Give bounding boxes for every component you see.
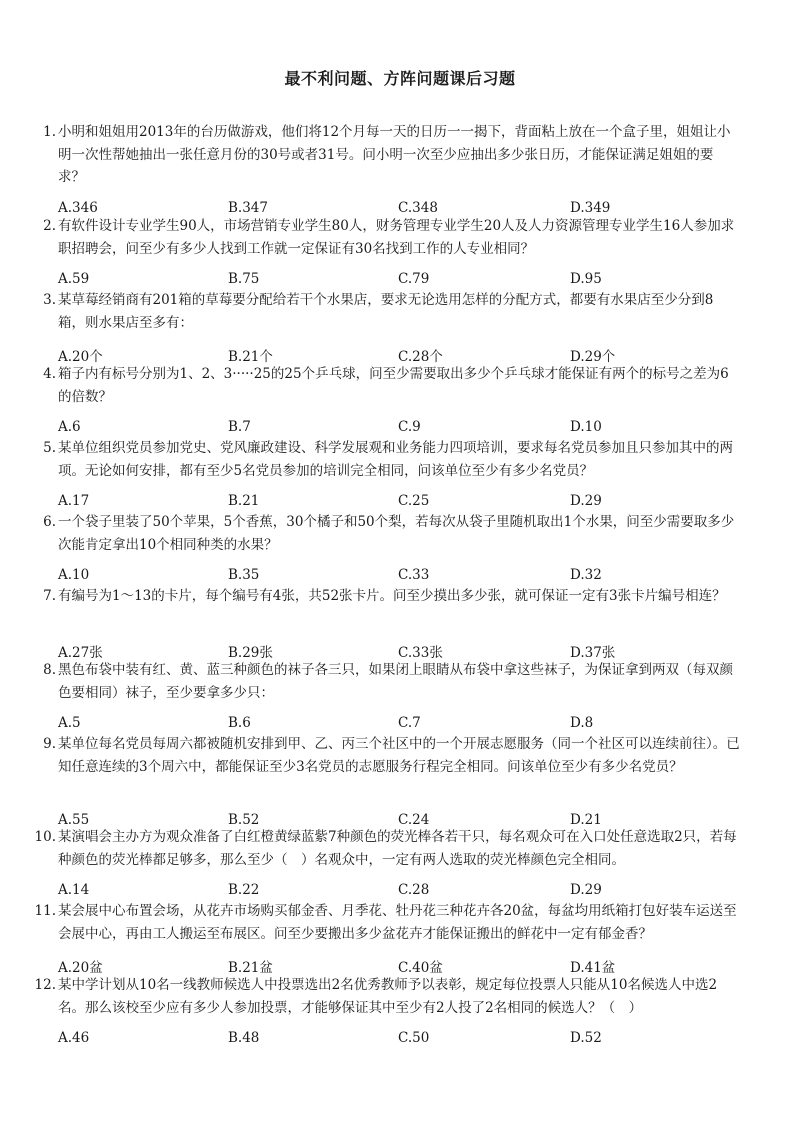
question-text: 某中学计划从10名一线教师候选人中投票选出2名优秀教师予以表彰，规定每位投票人只能从10名候选人中选2名。那么该校至少应有多少人参加投票，才能够保证其中至少有2人投了2名相同的候选人？（ ） [58,977,718,1016]
answer-option-b: B.35 [228,567,260,583]
question-number: 12. [34,977,56,993]
answer-option-c: C.28个 [398,349,443,365]
answer-option-a: A.346 [58,199,98,216]
question-number: 2. [43,218,56,234]
answer-option-b: B.21个 [228,349,273,365]
answer-option-d: D.32 [570,567,602,583]
question-text: 一个袋子里装了50个苹果，5个香蕉，30个橘子和50个梨，若每次从袋子里随机取出1个水果，问至少需要取多少次能肯定拿出10个相同种类的水果？ [58,514,735,553]
question-number: 10. [34,829,56,845]
question-text: 有编号为1～13的卡片，每个编号有4张，共52张卡片。问至少摸出多少张，就可保证一定有3张卡片编号相连？ [58,588,726,604]
question-number: 11. [34,903,56,919]
answer-option-a: A.20盆 [58,960,103,976]
answer-option-b: B.75 [228,271,260,287]
answer-option-a: A.27张 [58,645,103,661]
answer-option-c: C.50 [398,1030,430,1046]
answer-option-b: B.6 [228,715,251,731]
answer-option-d: D.10 [570,419,602,435]
answer-option-d: D.41盆 [570,960,616,976]
question-number: 5. [43,440,56,456]
question-number: 1. [43,124,56,140]
answer-option-d: D.21 [570,811,602,828]
answer-option-d: D.37张 [570,645,616,661]
answer-option-c: C.33张 [398,645,443,661]
page-title: 最不利问题、方阵问题课后习题 [284,69,516,88]
answer-option-a: A.55 [58,811,90,828]
answer-option-a: A.10 [58,567,90,583]
answer-option-c: C.25 [398,493,430,509]
answer-option-d: D.349 [570,199,611,216]
question-text: 某单位组织党员参加党史、党风廉政建设、科学发展观和业务能力四项培训，要求每名党员参加且只参加其中的两项。无论如何安排，都有至少5名党员参加的培训完全相同，问该单位至少有多少名党员？ [58,440,733,479]
question-text: 某会展中心布置会场，从花卉市场购买郁金香、月季花、牡丹花三种花卉各20盆，每盆均用纸箱打包好装车运送至会展中心，再由工人搬运至布展区。问至少要搬出多少盆花卉才能保证搬出的鲜花中一定有郁金香？ [58,903,737,942]
answer-option-a: A.59 [58,271,90,287]
answer-option-a: A.20个 [58,349,103,365]
question-number: 8. [43,662,56,678]
question-number: 9. [43,736,56,752]
question-text: 某单位每名党员每周六都被随机安排到甲、乙、丙三个社区中的一个开展志愿服务（同一个社区可以连续前往）。已知任意连续的3个周六中，都能保证至少3名党员的志愿服务行程完全相同。问该单位至少有多少名党员？ [58,736,740,775]
question-text: 小明和姐姐用2013年的台历做游戏，他们将12个月每一天的日历一一揭下，背面粘上放在一个盒子里，姐姐让小明一次性帮她抽出一张任意月份的30号或者31号。问小明一次至少应抽出多少张日历，才能保证满足姐姐的要求？ [58,124,731,185]
answer-option-a: A.46 [58,1030,90,1046]
answer-option-a: A.6 [58,419,81,435]
question-number: 4. [43,366,56,382]
answer-option-c: C.79 [398,271,430,287]
answer-option-c: C.33 [398,567,430,583]
question-number: 3. [43,292,56,308]
question-text: 箱子内有标号分别为1、2、3·····25的25个乒乓球，问至少需要取出多少个乒乓球才能保证有两个的标号之差为6的倍数？ [58,366,729,405]
answer-option-d: D.52 [570,1030,602,1046]
answer-option-a: A.5 [58,715,81,731]
answer-option-b: B.347 [228,199,268,216]
question-text: 某演唱会主办方为观众准备了白红橙黄绿蓝紫7种颜色的荧光棒各若干只，每名观众可在入口处任意选取2只，若每种颜色的荧光棒都足够多，那么至少（ ）名观众中，一定有两人选取的荧光棒颜色完全相同。 [58,829,737,868]
answer-option-c: C.348 [398,199,438,216]
answer-option-c: C.24 [398,811,430,828]
question-text: 有软件设计专业学生90人，市场营销专业学生80人，财务管理专业学生20人及人力资源管理专业学生16人参加求职招聘会，问至少有多少人找到工作就一定保证有30名找到工作的人专业相同？ [58,218,735,257]
answer-option-c: C.7 [398,715,421,731]
answer-option-b: B.21盆 [228,960,273,976]
answer-option-b: B.48 [228,1030,260,1046]
answer-option-c: C.28 [398,882,430,898]
answer-option-a: A.14 [58,882,90,898]
answer-option-d: D.29 [570,882,602,898]
answer-option-c: C.40盆 [398,960,443,976]
answer-option-c: C.9 [398,419,421,435]
answer-option-b: B.29张 [228,645,273,661]
answer-option-d: D.8 [570,715,594,731]
answer-option-a: A.17 [58,493,90,509]
answer-option-d: D.95 [570,271,602,287]
answer-option-b: B.52 [228,811,260,828]
answer-option-d: D.29个 [570,349,616,365]
question-text: 黑色布袋中装有红、黄、蓝三种颜色的袜子各三只，如果闭上眼睛从布袋中拿这些袜子，为保证拿到两双（每双颜色要相同）袜子，至少要拿多少只： [58,662,733,701]
answer-option-b: B.21 [228,493,260,509]
question-text: 某草莓经销商有201箱的草莓要分配给若干个水果店，要求无论选用怎样的分配方式，都要有水果店至少分到8箱，则水果店至多有： [58,292,714,331]
answer-option-d: D.29 [570,493,602,509]
answer-option-b: B.22 [228,882,260,898]
answer-option-b: B.7 [228,419,251,435]
question-number: 6. [43,514,56,530]
question-number: 7. [43,588,56,604]
